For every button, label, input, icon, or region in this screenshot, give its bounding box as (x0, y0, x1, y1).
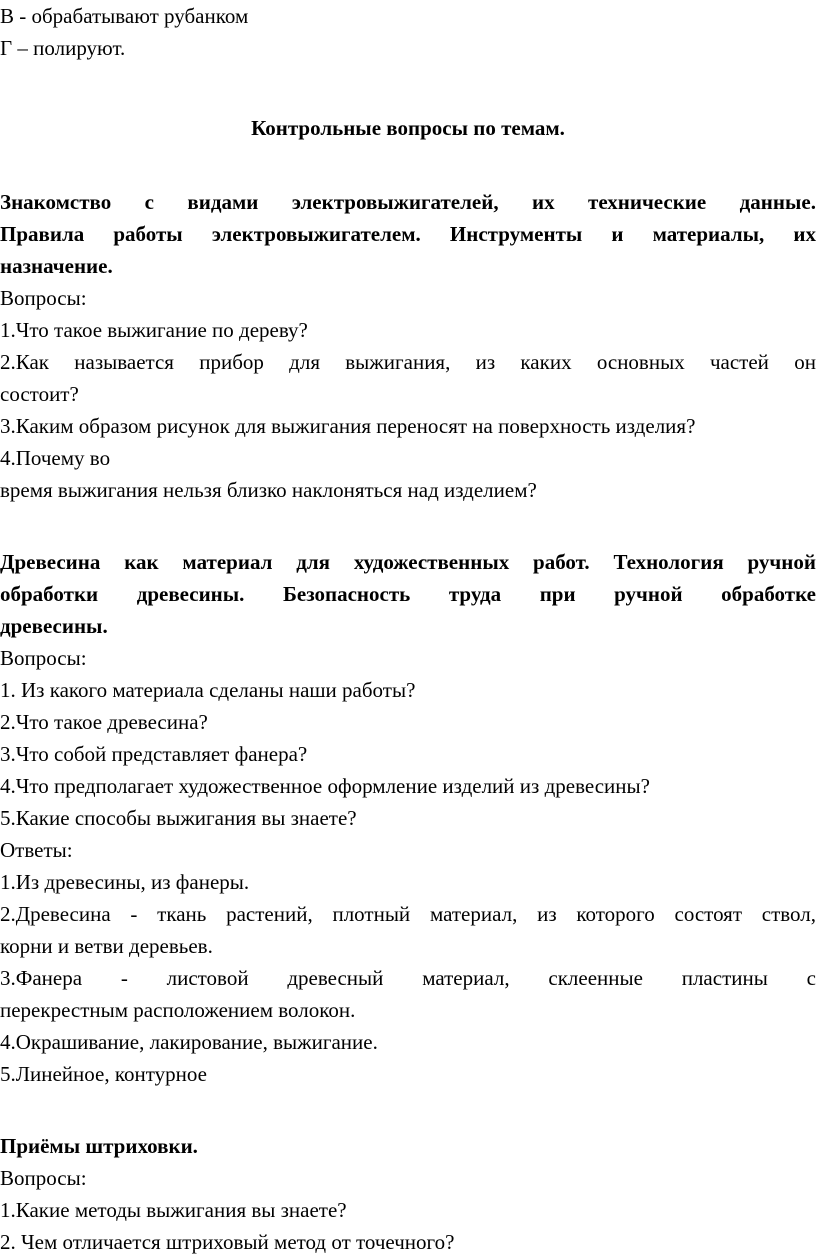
answer-item: 4.Окрашивание, лакирование, выжигание. (0, 1030, 378, 1054)
question-item: время выжигания нельзя близко наклоняться над изделием? (0, 478, 537, 502)
section2-answers-label: Ответы: (0, 838, 73, 862)
question-item: 4.Почему во (0, 446, 111, 470)
answer-item: 2.Древесина - ткань растений, плотный материал, из которого состоят ствол, (0, 902, 816, 926)
section3-questions-label: Вопросы: (0, 1166, 87, 1190)
question-item: 1.Что такое выжигание по дереву? (0, 318, 308, 342)
question-item: состоит? (0, 382, 79, 406)
section2-questions-label: Вопросы: (0, 646, 87, 670)
text-line: В - обрабатывают рубанком (0, 4, 249, 28)
spacer (0, 64, 816, 96)
answer-item: 1.Из древесины, из фанеры. (0, 870, 250, 894)
answer-item: 3.Фанера - листовой древесный материал, склеенные пластины с (0, 966, 816, 990)
section1-heading-line: Правила работы электровыжигателем. Инструменты и материалы, их (0, 222, 816, 246)
text-line: Г – полируют. (0, 36, 126, 60)
section1-heading-line: назначение. (0, 254, 113, 278)
section2-heading-line: древесины. (0, 614, 108, 638)
section2-heading-line: обработки древесины. Безопасность труда при ручной обработке (0, 582, 816, 606)
question-item: 3.Что собой представляет фанера? (0, 742, 308, 766)
spacer (0, 144, 816, 176)
section3-heading: Приёмы штриховки. (0, 1134, 198, 1158)
main-title: Контрольные вопросы по темам. (251, 116, 565, 140)
section1-questions-label: Вопросы: (0, 286, 87, 310)
section2-heading-line: Древесина как материал для художественных работ. Технология ручной (0, 550, 816, 574)
question-item: 3.Каким образом рисунок для выжигания переносят на поверхность изделия? (0, 414, 696, 438)
answer-item: 5.Линейное, контурное (0, 1062, 207, 1086)
spacer (0, 506, 816, 538)
answer-item: перекрестным расположением волокон. (0, 998, 356, 1022)
question-item: 2. Чем отличается штриховый метод от точечного? (0, 1230, 455, 1254)
question-item: 5.Какие способы выжигания вы знаете? (0, 806, 357, 830)
section1-heading-line: Знакомство с видами электровыжигателей, их технические данные. (0, 190, 816, 214)
answer-item: корни и ветви деревьев. (0, 934, 213, 958)
question-item: 2.Что такое древесина? (0, 710, 208, 734)
question-item: 2.Как называется прибор для выжигания, из каких основных частей он (0, 350, 816, 374)
spacer (0, 1090, 816, 1122)
question-item: 1. Из какого материала сделаны наши работы? (0, 678, 416, 702)
question-item: 1.Какие методы выжигания вы знаете? (0, 1198, 347, 1222)
question-item: 4.Что предполагает художественное оформление изделий из древесины? (0, 774, 650, 798)
